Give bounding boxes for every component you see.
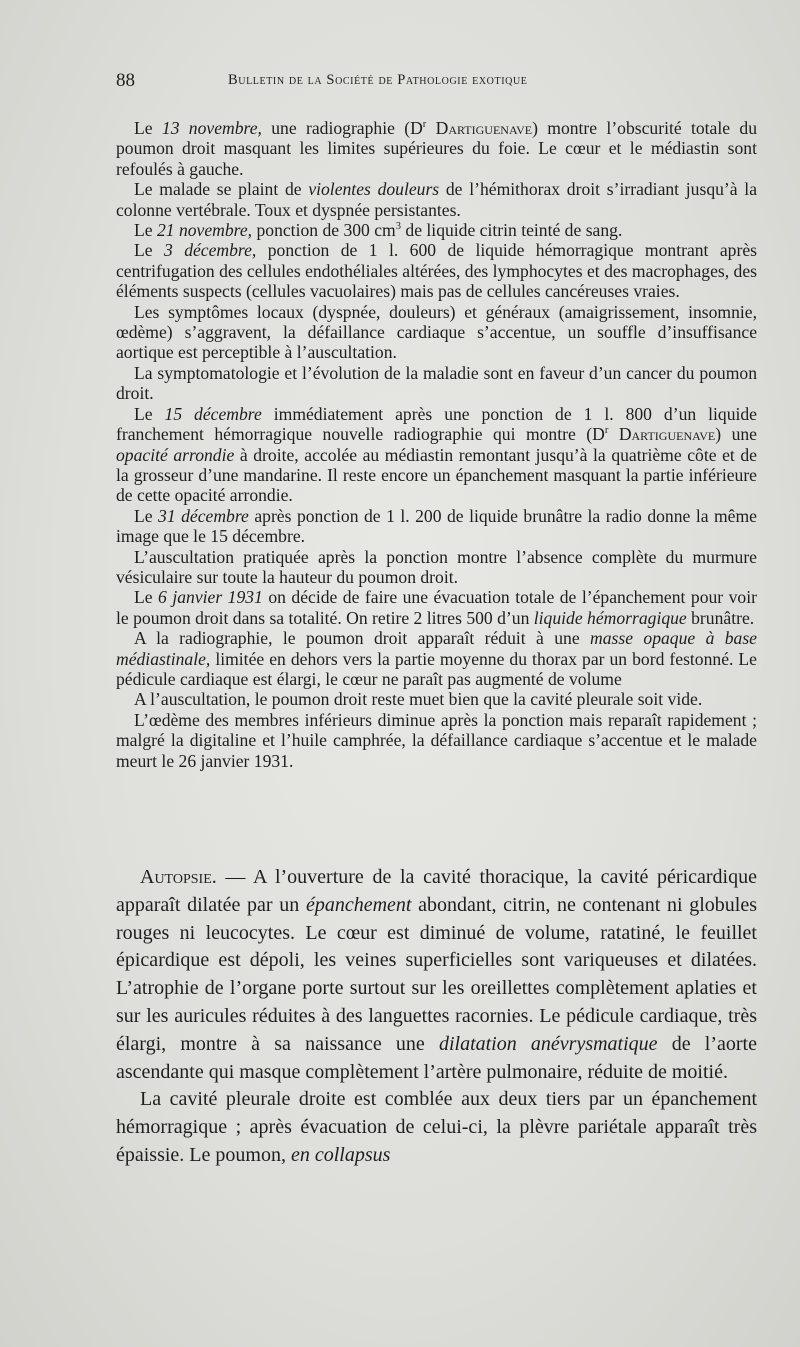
date-6-january: 6 janvier 1931 — [158, 587, 263, 608]
paragraph-auscultation-2: A l’auscultation, le poumon droit reste muet bien que la cavité pleurale soit vide. — [134, 689, 703, 710]
paragraph-radiography: A la radiographie, le poumon droit apparaît réduit à une masse opaque à base médiastinale, limitée en dehors vers la partie moyenne du thorax par un bord festonné. Le pédicule cardiaque est élargi, le cœur ne paraît pas augmenté de volume — [116, 628, 757, 689]
paragraph-31-december: Le 31 décembre après ponction de 1 l. 200 de liquide brunâtre la radio donne la même image que le 15 décembre. — [116, 505, 757, 547]
paragraph-15-december: Le 15 décembre immédiatement après une ponction de 1 l. 800 d’un liquide franchement hémorragique nouvelle radiographie qui montre ($D^r$ Dartiguenave) une opacité arrondie à droite, accolée au médiastin remontant jusqu’à la quatrième côte et de la grosseur d’une mandarine. Il reste encore un épanchement masquant la partie inférieure de cette opacité arrondie. — [116, 403, 757, 506]
paragraph-6-january: Le 6 janvier 1931 on décide de faire une évacuation totale de l’épanchement pour voir le poumon droit dans sa totalité. On retire 2 litres 500 d’un liquide hémorragique brunâtre. — [116, 587, 757, 628]
paragraph-auscultation: L’auscultation pratiquée après la ponction montre l’absence complète du murmure vésiculaire sur toute la hauteur du poumon droit. — [116, 546, 757, 587]
date-31-december: 31 décembre — [158, 505, 249, 526]
paragraph-pleural-cavity: La cavité pleurale droite est comblée aux deux tiers par un épanchement hémorragique ; après évacuation de celui-ci, la plèvre pariétale apparaît très épaissie. Le poumon, en collapsus — [116, 1088, 757, 1166]
paragraph-autopsy: Autopsie. — A l’ouverture de la cavité thoracique, la cavité péricardique apparaît dilatée par un épanchement abondant, citrin, ne contenant ni globules rouges ni leucocytes. Le cœur est diminué de volume, ratatiné, le feuillet épicardique est dépoli, les veines superficielles sont variqueuses et dilatées. L’atrophie de l’organe porte surtout sur les oreillettes complètement aplaties et sur les auricules réduites à des languettes racornies. Le pédicule cardiaque, très élargi, montre à sa naissance une dilatation anévrysmatique de l’aorte ascendante qui masque complètement l’artère pulmonaire, réduite de moitié. — [116, 866, 757, 1083]
author-dartiguenave-2: Dartiguenave — [618, 424, 716, 445]
paragraph-symptomatology: La symptomatologie et l’évolution de la maladie sont en faveur d’un cancer du poumon droit. — [116, 362, 757, 404]
paragraph-pain: Le malade se plaint de violentes douleurs de l’hémithorax droit s’irradiant jusqu’à la colonne vertébrale. Toux et dyspnée persistantes. — [116, 179, 757, 220]
paragraph-death: L’œdème des membres inférieurs diminue après la ponction mais reparaît rapidement ; malgré la digitaline et l’huile camphrée, la défaillance cardiaque s’accentue et le malade meurt le 26 janvier 1931. — [116, 709, 757, 771]
autopsy-label: Autopsie. — [140, 866, 217, 888]
page-header — [116, 70, 666, 100]
autopsy-section — [116, 864, 757, 1170]
paragraph-21-november: Le 21 novembre, ponction de 300 $cm^3$ de liquide citrin teinté de sang. — [134, 220, 623, 241]
clinical-history — [116, 118, 757, 771]
paragraph-3-december: Le 3 décembre, ponction de 1 l. 600 de liquide hémorragique montrant après centrifugation des cellules endothéliales altérées, des lymphocytes et des macrophages, des éléments suspects (cellules vacuolaires) mais pas de cellules cancéreuses vraies. — [116, 240, 757, 302]
page-number: 88 — [116, 70, 135, 91]
paragraph-13-november: Le 13 novembre, une radiographie ($D^r$ Dartiguenave) montre l’obscurité totale du poumon droit masquant les limites supérieures du foie. Le cœur et le médiastin sont refoulés à gauche. — [116, 118, 757, 179]
paragraph-symptoms: Les symptômes locaux (dyspnée, douleurs) et généraux (amaigrissement, insomnie, œdème) s’aggravent, la défaillance cardiaque s’accentue, un souffle d’insuffisance aortique est perceptible à l’auscultation. — [116, 301, 757, 363]
date-15-december: 15 décembre — [164, 403, 262, 424]
running-title: Bulletin de la Société de Pathologie exotique — [228, 72, 528, 88]
date-3-december: 3 décembre, — [163, 240, 257, 261]
author-dartiguenave: Dartiguenave — [435, 118, 533, 138]
date-13-november: 13 novembre, — [161, 118, 262, 138]
date-21-november: 21 novembre, — [156, 220, 253, 241]
